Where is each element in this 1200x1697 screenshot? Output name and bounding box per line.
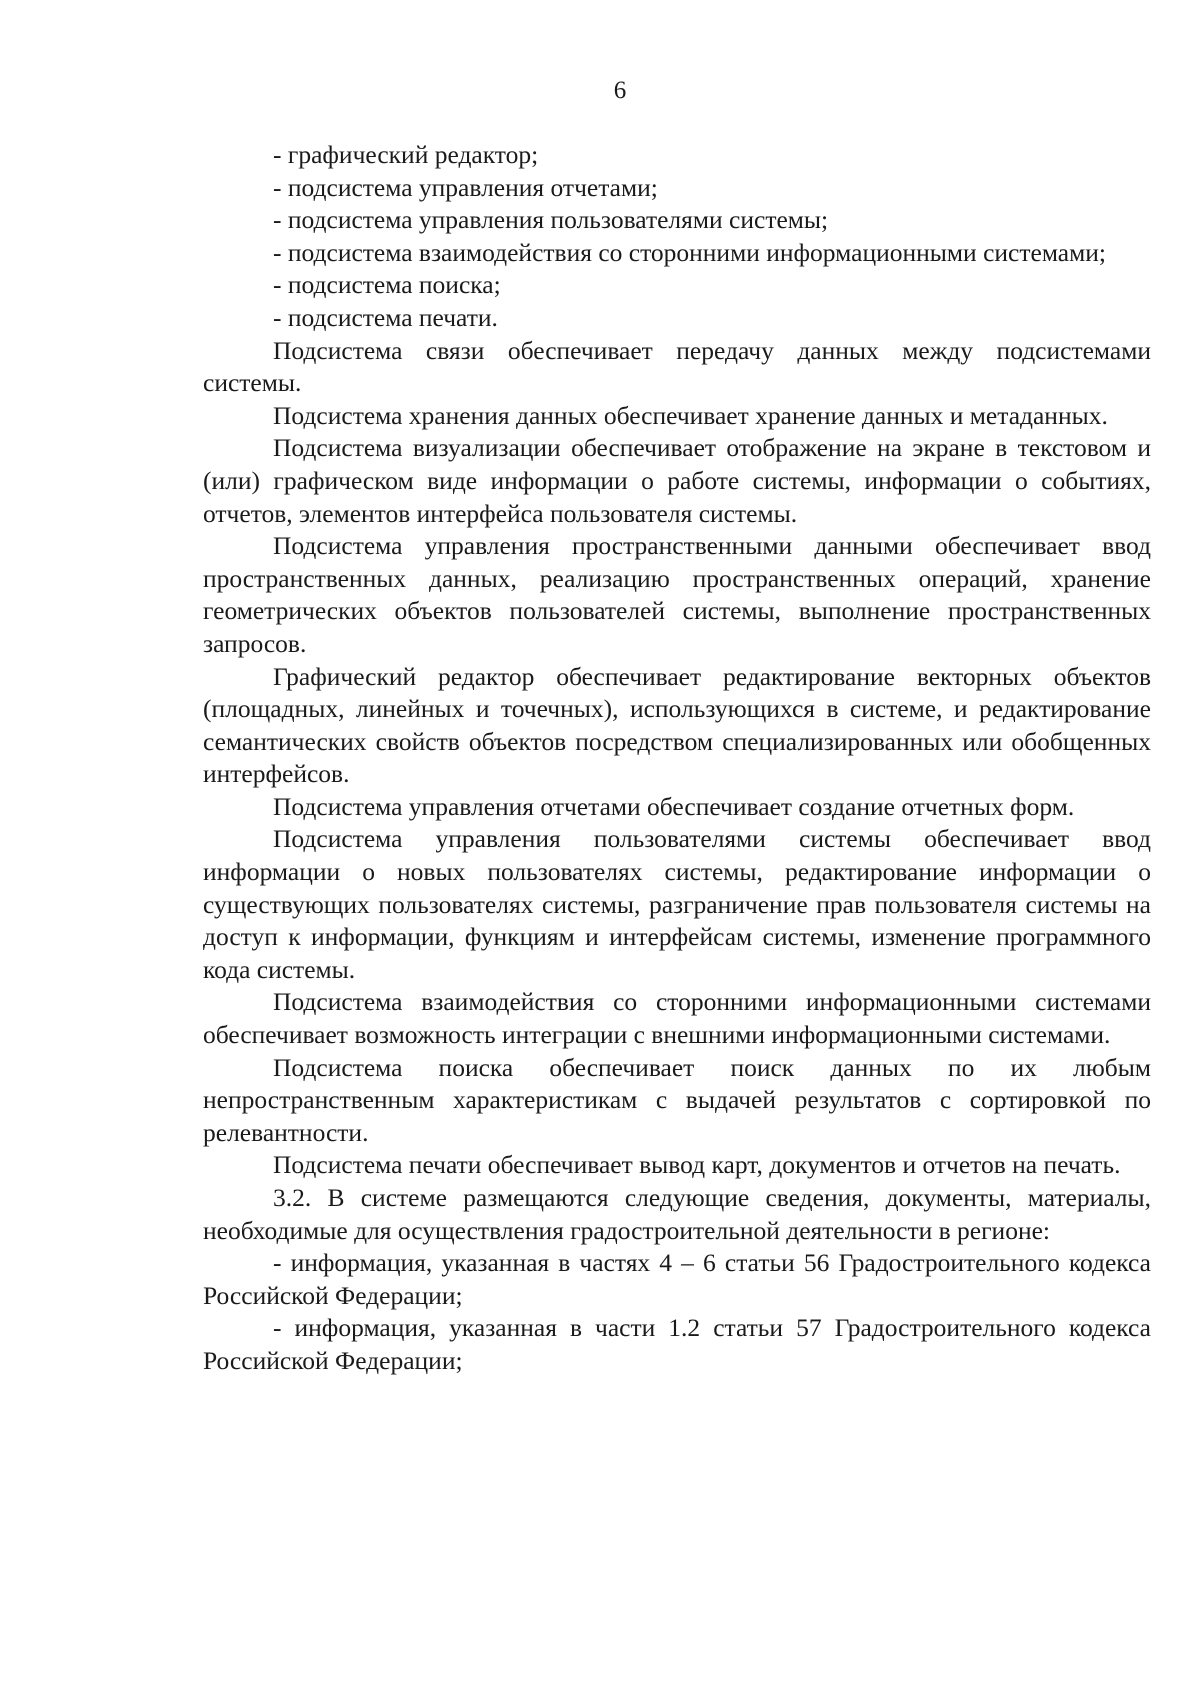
list-item-interaction-subsystem: - подсистема взаимодействия со сторонними информационными системами; <box>273 237 1106 267</box>
paragraph-interaction: Подсистема взаимодействия со сторонними информационными системами обеспечивает возможность интеграции с внешними информационными системами. <box>203 987 1151 1050</box>
paragraph-graphic-editor: Графический редактор обеспечивает редактирование векторных объектов (площадных, линейных и точечных), использующихся в системе, и редактирование семантических свойств объектов посредством специализированных или обобщенных интерфейсов. <box>203 661 1151 789</box>
page-number: 6 <box>613 77 627 104</box>
paragraph-spatial-data: Подсистема управления пространственными данными обеспечивает ввод пространственных данных, реализацию пространственных операций, хранение геометрических объектов пользователей системы, выполнение пространственных запросов. <box>203 531 1151 658</box>
paragraph-reports: Подсистема управления отчетами обеспечивает создание отчетных форм. <box>273 791 1075 821</box>
list-item-graphic-editor: - графический редактор; <box>273 140 539 169</box>
paragraph-storage: Подсистема хранения данных обеспечивает хранение данных и метаданных. <box>273 400 1108 430</box>
document-body <box>203 139 1151 1378</box>
list-item-users-subsystem: - подсистема управления пользователями системы; <box>273 205 829 235</box>
list-item-article-56: - информация, указанная в частях 4 – 6 статьи 56 Градостроительного кодекса Российской Федерации; <box>203 1248 1151 1310</box>
paragraph-search: Подсистема поиска обеспечивает поиск данных по их любым непространственным характеристикам с выдачей результатов с сортировкой по релевантности. <box>203 1052 1151 1147</box>
paragraph-visualization: Подсистема визуализации обеспечивает отображение на экране в текстовом и (или) графическом виде информации о работе системы, информации о событиях, отчетов, элементов интерфейса пользователя системы. <box>203 433 1151 528</box>
paragraph-print: Подсистема печати обеспечивает вывод карт, документов и отчетов на печать. <box>273 1150 1121 1180</box>
paragraph-communication: Подсистема связи обеспечивает передачу данных между подсистемами системы. <box>203 335 1151 398</box>
paragraph-users: Подсистема управления пользователями системы обеспечивает ввод информации о новых пользователях системы, редактирование информации о существующих пользователях системы, разграничение прав пользователя системы на доступ к информации, функциям и интерфейсам системы, изменение программного кода системы. <box>203 824 1151 984</box>
list-item-reports-subsystem: - подсистема управления отчетами; <box>273 172 658 202</box>
list-item-article-57: - информация, указанная в части 1.2 статьи 57 Градостроительного кодекса Российской Федерации; <box>203 1313 1151 1375</box>
list-item-search-subsystem: - подсистема поиска; <box>273 270 501 300</box>
list-item-print-subsystem: - подсистема печати. <box>273 302 498 332</box>
paragraph-section-3-2: 3.2. В системе размещаются следующие сведения, документы, материалы, необходимые для осуществления градостроительной деятельности в регионе: <box>203 1183 1151 1245</box>
